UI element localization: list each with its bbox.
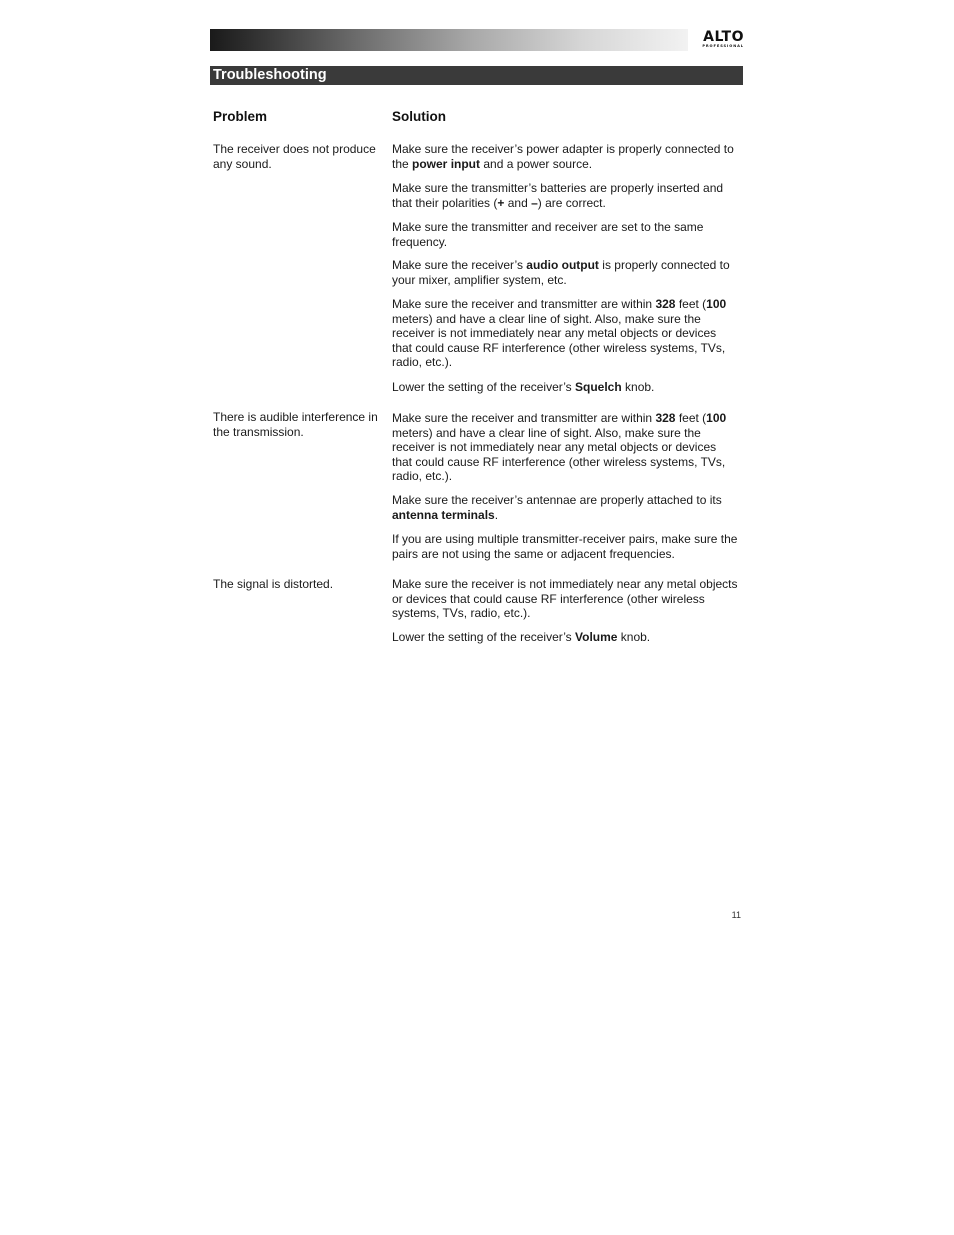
bold-term: – bbox=[531, 195, 538, 210]
bold-term: antenna terminals bbox=[392, 507, 495, 522]
bold-term: 328 bbox=[655, 411, 676, 425]
problem-no-sound: The receiver does not produce any sound. bbox=[213, 142, 376, 171]
solution-item: Lower the setting of the receiver’s Volume knob. bbox=[392, 630, 651, 644]
solution-item: Make sure the receiver’s antennae are properly attached to its antenna terminals. bbox=[392, 493, 722, 522]
page-number: 11 bbox=[731, 910, 741, 920]
solution-item: Lower the setting of the receiver’s Squelch knob. bbox=[392, 380, 655, 394]
bold-term: Volume bbox=[575, 630, 618, 644]
section-title-bar bbox=[210, 66, 743, 85]
section-title: Troubleshooting bbox=[213, 67, 327, 83]
alto-logo bbox=[690, 30, 744, 50]
solution-item: If you are using multiple transmitter-receiver pairs, make sure the pairs are not using the same or adjacent frequencies. bbox=[392, 532, 738, 561]
solution-column-header: Solution bbox=[392, 109, 446, 124]
problem-column-header: Problem bbox=[213, 109, 268, 124]
header-gradient-bar bbox=[210, 29, 688, 51]
solution-item: Make sure the receiver and transmitter are within 328 feet (100 meters) and have a clear line of sight. Also, make sure the receiver is not immediately near any metal objects or devices that could cause RF interference (other wireless systems, TVs, radio, etc.). bbox=[392, 297, 727, 370]
solution-item: Make sure the receiver’s audio output is properly connected to your mixer, amplifier system, etc. bbox=[392, 258, 730, 287]
bold-term: Squelch bbox=[575, 380, 622, 394]
solution-item: Make sure the receiver and transmitter are within 328 feet (100 meters) and have a clear line of sight. Also, make sure the receiver is not immediately near any metal objects or devices that could cause RF interference (other wireless systems, TVs, radio, etc.). bbox=[392, 411, 727, 484]
logo-wordmark: ALTO bbox=[703, 29, 744, 45]
bold-term: power input bbox=[412, 156, 481, 171]
solution-item: Make sure the receiver is not immediately near any metal objects or devices that could cause RF interference (other wireless systems, TVs, radio, etc.). bbox=[392, 577, 738, 621]
bold-term: 328 bbox=[655, 297, 676, 311]
solution-item: Make sure the receiver’s power adapter is properly connected to the power input and a power source. bbox=[392, 142, 734, 171]
solution-item: Make sure the transmitter and receiver are set to the same frequency. bbox=[392, 220, 704, 249]
problem-interference: There is audible interference in the transmission. bbox=[213, 410, 378, 439]
problem-distorted: The signal is distorted. bbox=[213, 577, 334, 591]
logo-subtitle: PROFESSIONAL bbox=[702, 44, 744, 48]
bold-term: 100 bbox=[706, 297, 727, 311]
bold-term: + bbox=[497, 195, 505, 210]
solution-item: Make sure the transmitter’s batteries are properly inserted and that their polarities (+ and –) are correct. bbox=[392, 181, 724, 210]
bold-term: 100 bbox=[706, 411, 727, 425]
bold-term: audio output bbox=[526, 258, 599, 272]
